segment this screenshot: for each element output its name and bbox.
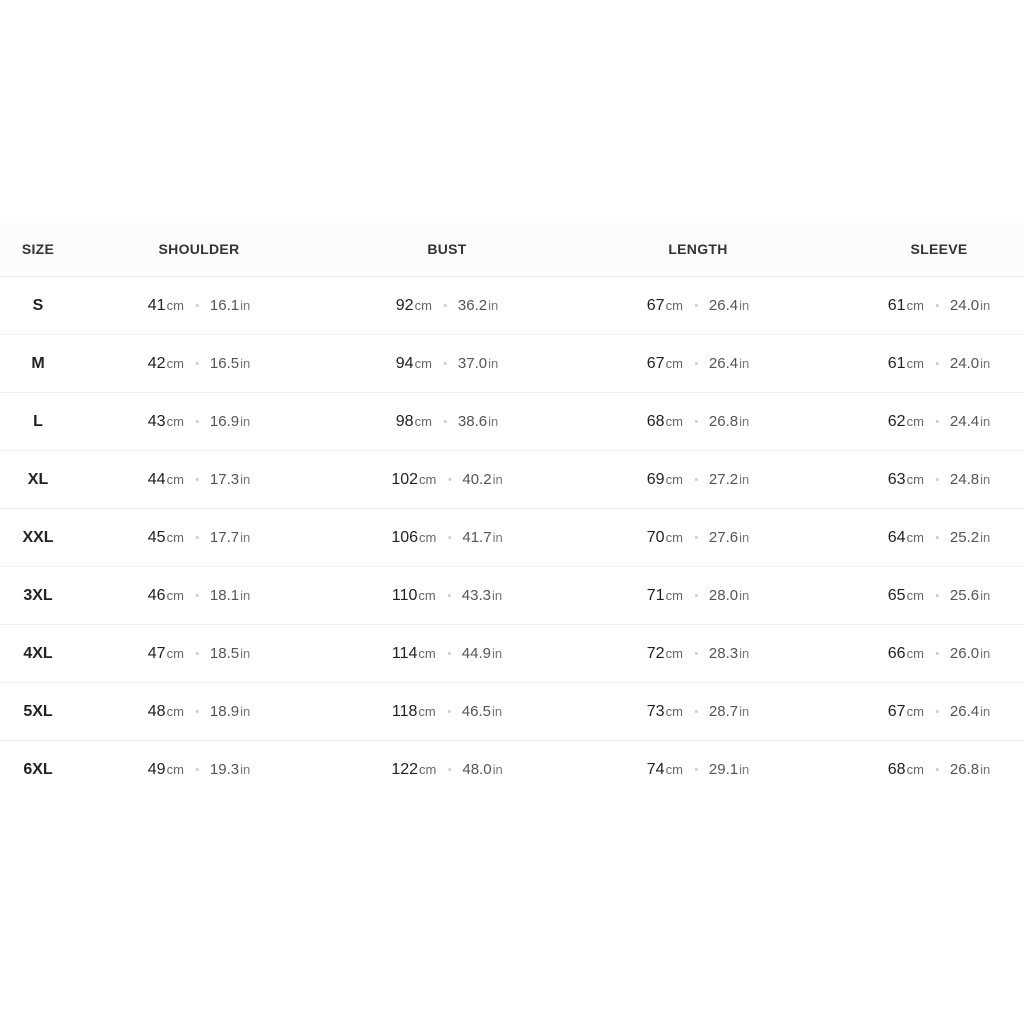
bust-cm-value: 106 <box>391 529 419 546</box>
cm-unit: cm <box>906 704 924 719</box>
bust-cm-value: 98 <box>395 413 414 430</box>
sleeve-cm-value: 65 <box>887 587 906 604</box>
in-unit: in <box>491 704 503 719</box>
sleeve-cell <box>888 567 990 624</box>
separator-dot <box>936 420 939 423</box>
sleeve-in-value: 25.6 <box>949 587 980 604</box>
cm-unit: cm <box>166 356 184 371</box>
in-unit: in <box>739 356 750 371</box>
in-unit: in <box>980 762 991 777</box>
shoulder-in-value: 18.9 <box>209 703 240 720</box>
shoulder-cell <box>148 683 250 740</box>
in-unit: in <box>980 646 991 661</box>
cm-unit: cm <box>419 530 437 545</box>
separator-dot <box>196 536 199 539</box>
sleeve-cell <box>888 451 990 508</box>
cm-unit: cm <box>906 356 924 371</box>
separator-dot <box>695 768 698 771</box>
in-unit: in <box>488 414 499 429</box>
separator-dot <box>695 304 698 307</box>
table-row <box>0 277 1024 335</box>
length-cm-value: 74 <box>646 761 665 778</box>
sleeve-cell <box>888 683 990 740</box>
in-unit: in <box>240 646 251 661</box>
cm-unit: cm <box>166 646 184 661</box>
bust-cell <box>392 683 502 740</box>
bust-in-value: 48.0 <box>462 761 492 778</box>
separator-dot <box>196 420 199 423</box>
in-unit: in <box>739 472 750 487</box>
shoulder-cell <box>148 625 250 682</box>
cm-unit: cm <box>665 762 683 777</box>
table-row <box>0 683 1024 741</box>
bust-cm-value: 118 <box>391 703 418 720</box>
sleeve-cell <box>888 625 990 682</box>
separator-dot <box>444 362 447 365</box>
in-unit: in <box>980 298 991 313</box>
length-cell <box>647 741 749 798</box>
length-in-value: 26.4 <box>708 297 739 314</box>
cm-unit: cm <box>906 646 924 661</box>
size-label: XL <box>27 471 49 488</box>
size-label: L <box>33 413 43 430</box>
size-label: 5XL <box>23 703 53 720</box>
separator-dot <box>695 710 698 713</box>
length-cell <box>647 277 749 334</box>
table-row <box>0 451 1024 509</box>
in-unit: in <box>980 530 991 545</box>
length-cm-value: 70 <box>646 529 665 546</box>
shoulder-cm-value: 49 <box>147 761 166 778</box>
in-unit: in <box>491 646 503 661</box>
separator-dot <box>936 304 939 307</box>
bust-cell <box>392 567 502 624</box>
shoulder-cell <box>148 509 250 566</box>
separator-dot <box>695 420 698 423</box>
separator-dot <box>936 594 939 597</box>
sleeve-cm-value: 61 <box>887 297 906 314</box>
cm-unit: cm <box>418 704 436 719</box>
shoulder-in-value: 17.3 <box>209 471 240 488</box>
in-unit: in <box>739 704 750 719</box>
separator-dot <box>448 652 451 655</box>
bust-in-value: 37.0 <box>457 355 488 372</box>
sleeve-cm-value: 62 <box>887 413 906 430</box>
length-cell <box>647 393 749 450</box>
separator-dot <box>448 478 451 481</box>
length-in-value: 28.7 <box>708 703 739 720</box>
in-unit: in <box>240 472 251 487</box>
bust-in-value: 36.2 <box>457 297 488 314</box>
in-unit: in <box>739 530 750 545</box>
in-unit: in <box>739 646 750 661</box>
in-unit: in <box>980 472 991 487</box>
shoulder-in-value: 16.9 <box>209 413 240 430</box>
cm-unit: cm <box>414 414 432 429</box>
sleeve-cell <box>888 741 990 798</box>
shoulder-cell <box>148 393 250 450</box>
in-unit: in <box>739 298 750 313</box>
sleeve-cm-value: 67 <box>887 703 906 720</box>
size-chart-table <box>0 223 1024 798</box>
size-label: S <box>32 297 44 314</box>
cm-unit: cm <box>166 530 184 545</box>
length-in-value: 28.3 <box>708 645 739 662</box>
separator-dot <box>196 478 199 481</box>
in-unit: in <box>980 588 991 603</box>
separator-dot <box>196 710 199 713</box>
size-label: 3XL <box>23 587 53 604</box>
bust-in-value: 44.9 <box>461 645 491 662</box>
cm-unit: cm <box>166 472 184 487</box>
sleeve-in-value: 24.8 <box>949 471 980 488</box>
table-row <box>0 393 1024 451</box>
table-row <box>0 741 1024 798</box>
sleeve-in-value: 26.0 <box>949 645 980 662</box>
in-unit: in <box>240 530 251 545</box>
sleeve-cm-value: 64 <box>887 529 906 546</box>
header-bust: BUST <box>427 241 467 257</box>
shoulder-in-value: 19.3 <box>209 761 240 778</box>
length-cm-value: 71 <box>646 587 665 604</box>
cm-unit: cm <box>906 414 924 429</box>
separator-dot <box>695 536 698 539</box>
in-unit: in <box>240 762 251 777</box>
in-unit: in <box>980 704 991 719</box>
size-label: XXL <box>22 529 54 546</box>
table-row <box>0 625 1024 683</box>
separator-dot <box>695 478 698 481</box>
table-header <box>0 223 1024 277</box>
separator-dot <box>196 594 199 597</box>
cm-unit: cm <box>418 588 436 603</box>
in-unit: in <box>240 704 251 719</box>
length-cm-value: 67 <box>646 297 665 314</box>
sleeve-in-value: 24.0 <box>949 355 980 372</box>
bust-cm-value: 92 <box>395 297 414 314</box>
in-unit: in <box>240 356 251 371</box>
sleeve-in-value: 26.4 <box>949 703 980 720</box>
cm-unit: cm <box>419 762 437 777</box>
shoulder-in-value: 16.5 <box>209 355 240 372</box>
cm-unit: cm <box>419 472 437 487</box>
bust-cm-value: 94 <box>395 355 414 372</box>
shoulder-in-value: 17.7 <box>209 529 240 546</box>
separator-dot <box>695 652 698 655</box>
shoulder-cm-value: 47 <box>147 645 166 662</box>
in-unit: in <box>739 414 750 429</box>
length-in-value: 27.2 <box>708 471 739 488</box>
length-in-value: 28.0 <box>708 587 739 604</box>
in-unit: in <box>488 356 499 371</box>
cm-unit: cm <box>166 298 184 313</box>
sleeve-cell <box>888 335 990 392</box>
bust-cell <box>396 335 498 392</box>
in-unit: in <box>491 588 503 603</box>
bust-cell <box>392 625 502 682</box>
separator-dot <box>936 536 939 539</box>
shoulder-cell <box>148 567 250 624</box>
shoulder-cell <box>148 335 250 392</box>
cm-unit: cm <box>906 298 924 313</box>
in-unit: in <box>492 530 503 545</box>
separator-dot <box>448 536 451 539</box>
bust-cell <box>396 277 498 334</box>
length-in-value: 27.6 <box>708 529 739 546</box>
shoulder-cm-value: 43 <box>147 413 166 430</box>
bust-cell <box>391 509 502 566</box>
bust-in-value: 46.5 <box>461 703 491 720</box>
cm-unit: cm <box>414 356 432 371</box>
separator-dot <box>936 652 939 655</box>
cm-unit: cm <box>166 704 184 719</box>
length-cm-value: 69 <box>646 471 665 488</box>
bust-cm-value: 102 <box>391 471 419 488</box>
cm-unit: cm <box>665 298 683 313</box>
separator-dot <box>936 478 939 481</box>
separator-dot <box>196 362 199 365</box>
in-unit: in <box>492 472 503 487</box>
cm-unit: cm <box>665 646 683 661</box>
bust-cell <box>396 393 498 450</box>
sleeve-cm-value: 61 <box>887 355 906 372</box>
cm-unit: cm <box>665 530 683 545</box>
cm-unit: cm <box>906 588 924 603</box>
table-row <box>0 567 1024 625</box>
sleeve-in-value: 26.8 <box>949 761 980 778</box>
length-in-value: 26.8 <box>708 413 739 430</box>
in-unit: in <box>739 762 750 777</box>
size-label: M <box>31 355 45 372</box>
bust-cell <box>391 451 502 508</box>
cm-unit: cm <box>665 414 683 429</box>
in-unit: in <box>240 298 251 313</box>
cm-unit: cm <box>166 414 184 429</box>
bust-cm-value: 114 <box>391 645 418 662</box>
in-unit: in <box>980 356 991 371</box>
cm-unit: cm <box>665 704 683 719</box>
cm-unit: cm <box>414 298 432 313</box>
in-unit: in <box>240 414 251 429</box>
length-cm-value: 73 <box>646 703 665 720</box>
in-unit: in <box>980 414 991 429</box>
table-row <box>0 509 1024 567</box>
length-cell <box>647 335 749 392</box>
separator-dot <box>448 594 451 597</box>
separator-dot <box>196 652 199 655</box>
cm-unit: cm <box>166 762 184 777</box>
separator-dot <box>444 304 447 307</box>
header-shoulder: SHOULDER <box>158 241 240 257</box>
length-cell <box>647 451 749 508</box>
length-cell <box>647 625 749 682</box>
length-cell <box>647 567 749 624</box>
length-cm-value: 72 <box>646 645 665 662</box>
separator-dot <box>695 594 698 597</box>
separator-dot <box>448 710 451 713</box>
sleeve-cm-value: 68 <box>887 761 906 778</box>
cm-unit: cm <box>418 646 436 661</box>
separator-dot <box>444 420 447 423</box>
shoulder-in-value: 16.1 <box>209 297 240 314</box>
shoulder-cm-value: 41 <box>147 297 166 314</box>
in-unit: in <box>492 762 503 777</box>
shoulder-cell <box>148 277 250 334</box>
sleeve-cm-value: 66 <box>887 645 906 662</box>
cm-unit: cm <box>665 588 683 603</box>
shoulder-cm-value: 46 <box>147 587 166 604</box>
bust-in-value: 41.7 <box>462 529 492 546</box>
sleeve-cell <box>888 393 990 450</box>
separator-dot <box>695 362 698 365</box>
bust-cell <box>391 741 502 798</box>
sleeve-cell <box>888 509 990 566</box>
bust-cm-value: 122 <box>391 761 419 778</box>
cm-unit: cm <box>665 472 683 487</box>
sleeve-in-value: 25.2 <box>949 529 980 546</box>
sleeve-in-value: 24.4 <box>949 413 980 430</box>
separator-dot <box>936 362 939 365</box>
shoulder-cell <box>148 741 250 798</box>
bust-in-value: 40.2 <box>462 471 492 488</box>
sleeve-cm-value: 63 <box>887 471 906 488</box>
sleeve-in-value: 24.0 <box>949 297 980 314</box>
separator-dot <box>196 768 199 771</box>
sleeve-cell <box>888 277 990 334</box>
header-sleeve: SLEEVE <box>910 241 968 257</box>
cm-unit: cm <box>665 356 683 371</box>
header-size: SIZE <box>21 241 55 257</box>
length-cell <box>647 509 749 566</box>
table-body <box>0 277 1024 798</box>
in-unit: in <box>488 298 499 313</box>
cm-unit: cm <box>906 530 924 545</box>
shoulder-cell <box>148 451 250 508</box>
length-in-value: 29.1 <box>708 761 739 778</box>
shoulder-cm-value: 44 <box>147 471 166 488</box>
separator-dot <box>196 304 199 307</box>
length-cell <box>647 683 749 740</box>
cm-unit: cm <box>906 472 924 487</box>
bust-in-value: 38.6 <box>457 413 488 430</box>
length-cm-value: 68 <box>646 413 665 430</box>
shoulder-cm-value: 48 <box>147 703 166 720</box>
separator-dot <box>936 768 939 771</box>
size-label: 6XL <box>23 761 53 778</box>
bust-in-value: 43.3 <box>461 587 491 604</box>
shoulder-in-value: 18.5 <box>209 645 240 662</box>
separator-dot <box>936 710 939 713</box>
table-row <box>0 335 1024 393</box>
length-cm-value: 67 <box>646 355 665 372</box>
shoulder-cm-value: 45 <box>147 529 166 546</box>
shoulder-cm-value: 42 <box>147 355 166 372</box>
cm-unit: cm <box>166 588 184 603</box>
size-label: 4XL <box>23 645 53 662</box>
bust-cm-value: 110 <box>391 587 418 604</box>
length-in-value: 26.4 <box>708 355 739 372</box>
in-unit: in <box>739 588 750 603</box>
shoulder-in-value: 18.1 <box>209 587 240 604</box>
in-unit: in <box>240 588 251 603</box>
cm-unit: cm <box>906 762 924 777</box>
header-length: LENGTH <box>668 241 728 257</box>
separator-dot <box>448 768 451 771</box>
